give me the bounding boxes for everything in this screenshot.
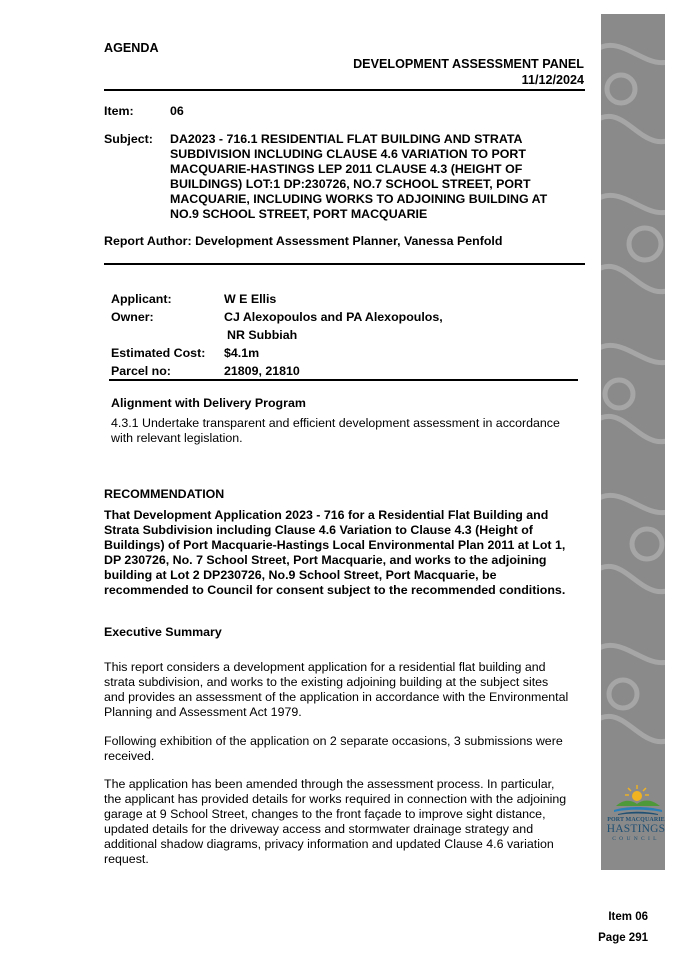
subject-text: [170, 132, 580, 222]
logo-text-line1: PORT MACQUARIE: [607, 817, 665, 823]
pattern-graphic: [601, 14, 665, 870]
recommendation-line: That Development Application 2023 - 716 for a Residential Flat Building and: [104, 508, 549, 522]
owner-value-line2: NR Subbiah: [227, 328, 298, 342]
item-label: Item:: [104, 104, 134, 118]
recommendation-line: building at Lot 2 DP230726, No.9 School Street, Port Macquarie, be: [104, 568, 497, 582]
subject-line: NO.9 SCHOOL STREET, PORT MACQUARIE: [170, 207, 428, 221]
applicant-label: Applicant:: [111, 292, 172, 306]
recommendation-line: Strata Subdivision including Clause 4.6 Variation to Clause 4.3 (Height of: [104, 523, 533, 537]
panel-title: DEVELOPMENT ASSESSMENT PANEL: [353, 57, 584, 71]
summary-line: garage at 9 School Street, changes to the front façade to improve sight distance,: [104, 807, 546, 821]
parcel-label: Parcel no:: [111, 364, 171, 378]
recommendation-line: Buildings) of Port Macquarie-Hastings Local Environmental Plan 2011 at Lot 1,: [104, 538, 566, 552]
owner-label: Owner:: [111, 310, 154, 324]
decorative-side-strip: [601, 14, 665, 870]
recommendation-heading: RECOMMENDATION: [104, 487, 225, 501]
details-rule: [109, 379, 578, 381]
council-logo-icon: [604, 782, 670, 816]
subject-line: BUILDINGS) LOT:1 DP:230726, NO.7 SCHOOL STREET, PORT: [170, 177, 531, 191]
subject-line: MACQUARIE, INCLUDING WORKS TO ADJOINING BUILDING AT: [170, 192, 548, 206]
recommendation-line: recommended to Council for consent subject to the recommended conditions.: [104, 583, 566, 597]
cost-label: Estimated Cost:: [111, 346, 206, 360]
subject-line: DA2023 - 716.1 RESIDENTIAL FLAT BUILDING AND STRATA: [170, 132, 523, 146]
summary-line: the applicant has provided details for works required in connection with the adjoining: [104, 792, 567, 806]
parcel-value: 21809, 21810: [224, 364, 300, 378]
summary-line: updated details for the driveway access and stormwater drainage strategy and: [104, 822, 534, 836]
alignment-heading: Alignment with Delivery Program: [111, 396, 306, 410]
summary-paragraph-1: [104, 660, 582, 720]
logo-text-line3: COUNCIL: [612, 836, 660, 842]
recommendation-text: [104, 508, 584, 598]
summary-line: The application has been amended through the assessment process. In particular,: [104, 777, 555, 791]
summary-paragraph-3: [104, 777, 582, 867]
agenda-label: AGENDA: [104, 41, 159, 55]
summary-line: Planning and Assessment Act 1979.: [104, 705, 302, 719]
executive-summary-heading: Executive Summary: [104, 625, 222, 639]
summary-line: received.: [104, 749, 155, 763]
logo-text-line2: HASTINGS: [606, 823, 666, 835]
applicant-value: W E Ellis: [224, 292, 277, 306]
footer-page-number: Page 291: [598, 932, 648, 944]
summary-line: additional shadow diagrams, privacy information and updated Clause 4.6 variation: [104, 837, 554, 851]
subject-line: SUBDIVISION INCLUDING CLAUSE 4.6 VARIATION TO PORT: [170, 147, 526, 161]
summary-line: This report considers a development application for a residential flat building and: [104, 660, 546, 674]
report-author: Report Author: Development Assessment Planner, Vanessa Penfold: [104, 234, 503, 248]
alignment-text: [111, 416, 581, 446]
summary-line: and provides an assessment of the application in accordance with the Environmental: [104, 690, 569, 704]
summary-paragraph-2: [104, 734, 582, 764]
section-rule: [104, 263, 585, 265]
subject-line: MACQUARIE-HASTINGS LEP 2011 CLAUSE 4.3 (HEIGHT OF: [170, 162, 523, 176]
alignment-line: 4.3.1 Undertake transparent and efficient development assessment in accordance: [111, 416, 560, 430]
summary-line: strata subdivision, and works to the existing adjoining building at the subject sites: [104, 675, 549, 689]
cost-value: $4.1m: [224, 346, 260, 360]
alignment-line: with relevant legislation.: [111, 431, 243, 445]
recommendation-line: DP 230726, No. 7 School Street, Port Macquarie, and works to the adjoining: [104, 553, 547, 567]
header-rule: [104, 89, 585, 91]
meeting-date: 11/12/2024: [521, 73, 584, 87]
summary-line: request.: [104, 852, 149, 866]
owner-value-line1: CJ Alexopoulos and PA Alexopoulos,: [224, 310, 443, 324]
summary-line: Following exhibition of the application on 2 separate occasions, 3 submissions were: [104, 734, 563, 748]
footer-item: Item 06: [608, 911, 648, 923]
item-number: 06: [170, 104, 184, 118]
subject-label: Subject:: [104, 132, 153, 146]
